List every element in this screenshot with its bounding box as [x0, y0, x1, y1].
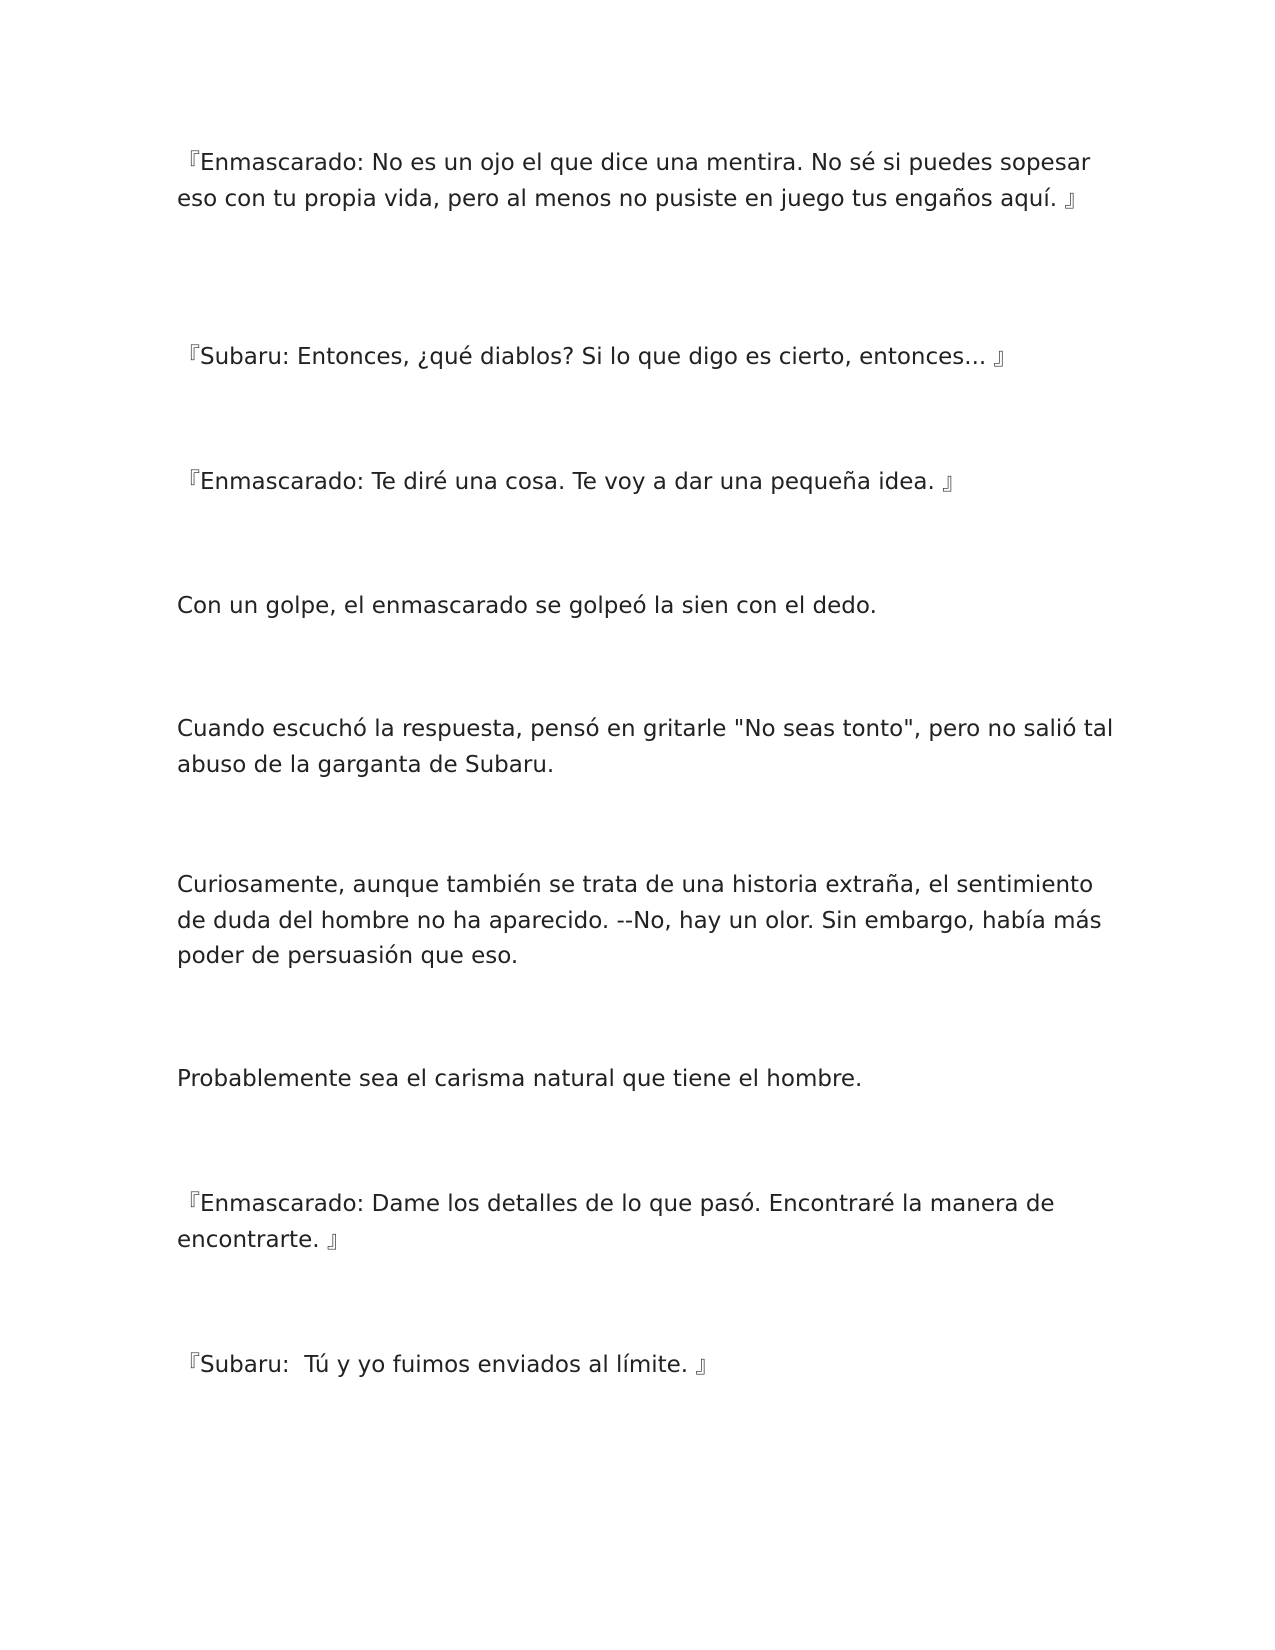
paragraph-dialog-enmascarado-2: 『Enmascarado: Te diré una cosa. Te voy a dar una pequeña idea. 』 [177, 469, 966, 495]
paragraph-narration-4: Probablemente sea el carisma natural que tiene el hombre. [177, 1066, 863, 1092]
paragraph-narration-1: Con un golpe, el enmascarado se golpeó la sien con el dedo. [177, 593, 877, 619]
paragraph-narration-3: Curiosamente, aunque también se trata de una historia extraña, el sentimiento de duda del hombre no ha aparecido. --No, hay un olor. Sin embargo, había más poder de persuasión que eso. [177, 872, 1109, 969]
paragraph-dialog-enmascarado-1: 『Enmascarado: No es un ojo el que dice una mentira. No sé si puedes sopesar eso con tu propia vida, pero al menos no pusiste en juego tus engaños aquí. 』 [177, 150, 1098, 212]
paragraph-dialog-subaru-2: 『Subaru: Tú y yo fuimos enviados al límite. 』 [177, 1352, 719, 1378]
paragraph-dialog-subaru-1: 『Subaru: Entonces, ¿qué diablos? Si lo que digo es cierto, entonces... 』 [177, 344, 1017, 370]
paragraph-narration-2: Cuando escuchó la respuesta, pensó en gritarle "No seas tonto", pero no salió tal abuso de la garganta de Subaru. [177, 716, 1121, 778]
paragraph-dialog-enmascarado-3: 『Enmascarado: Dame los detalles de lo que pasó. Encontraré la manera de encontrarte. 』 [177, 1191, 1062, 1253]
